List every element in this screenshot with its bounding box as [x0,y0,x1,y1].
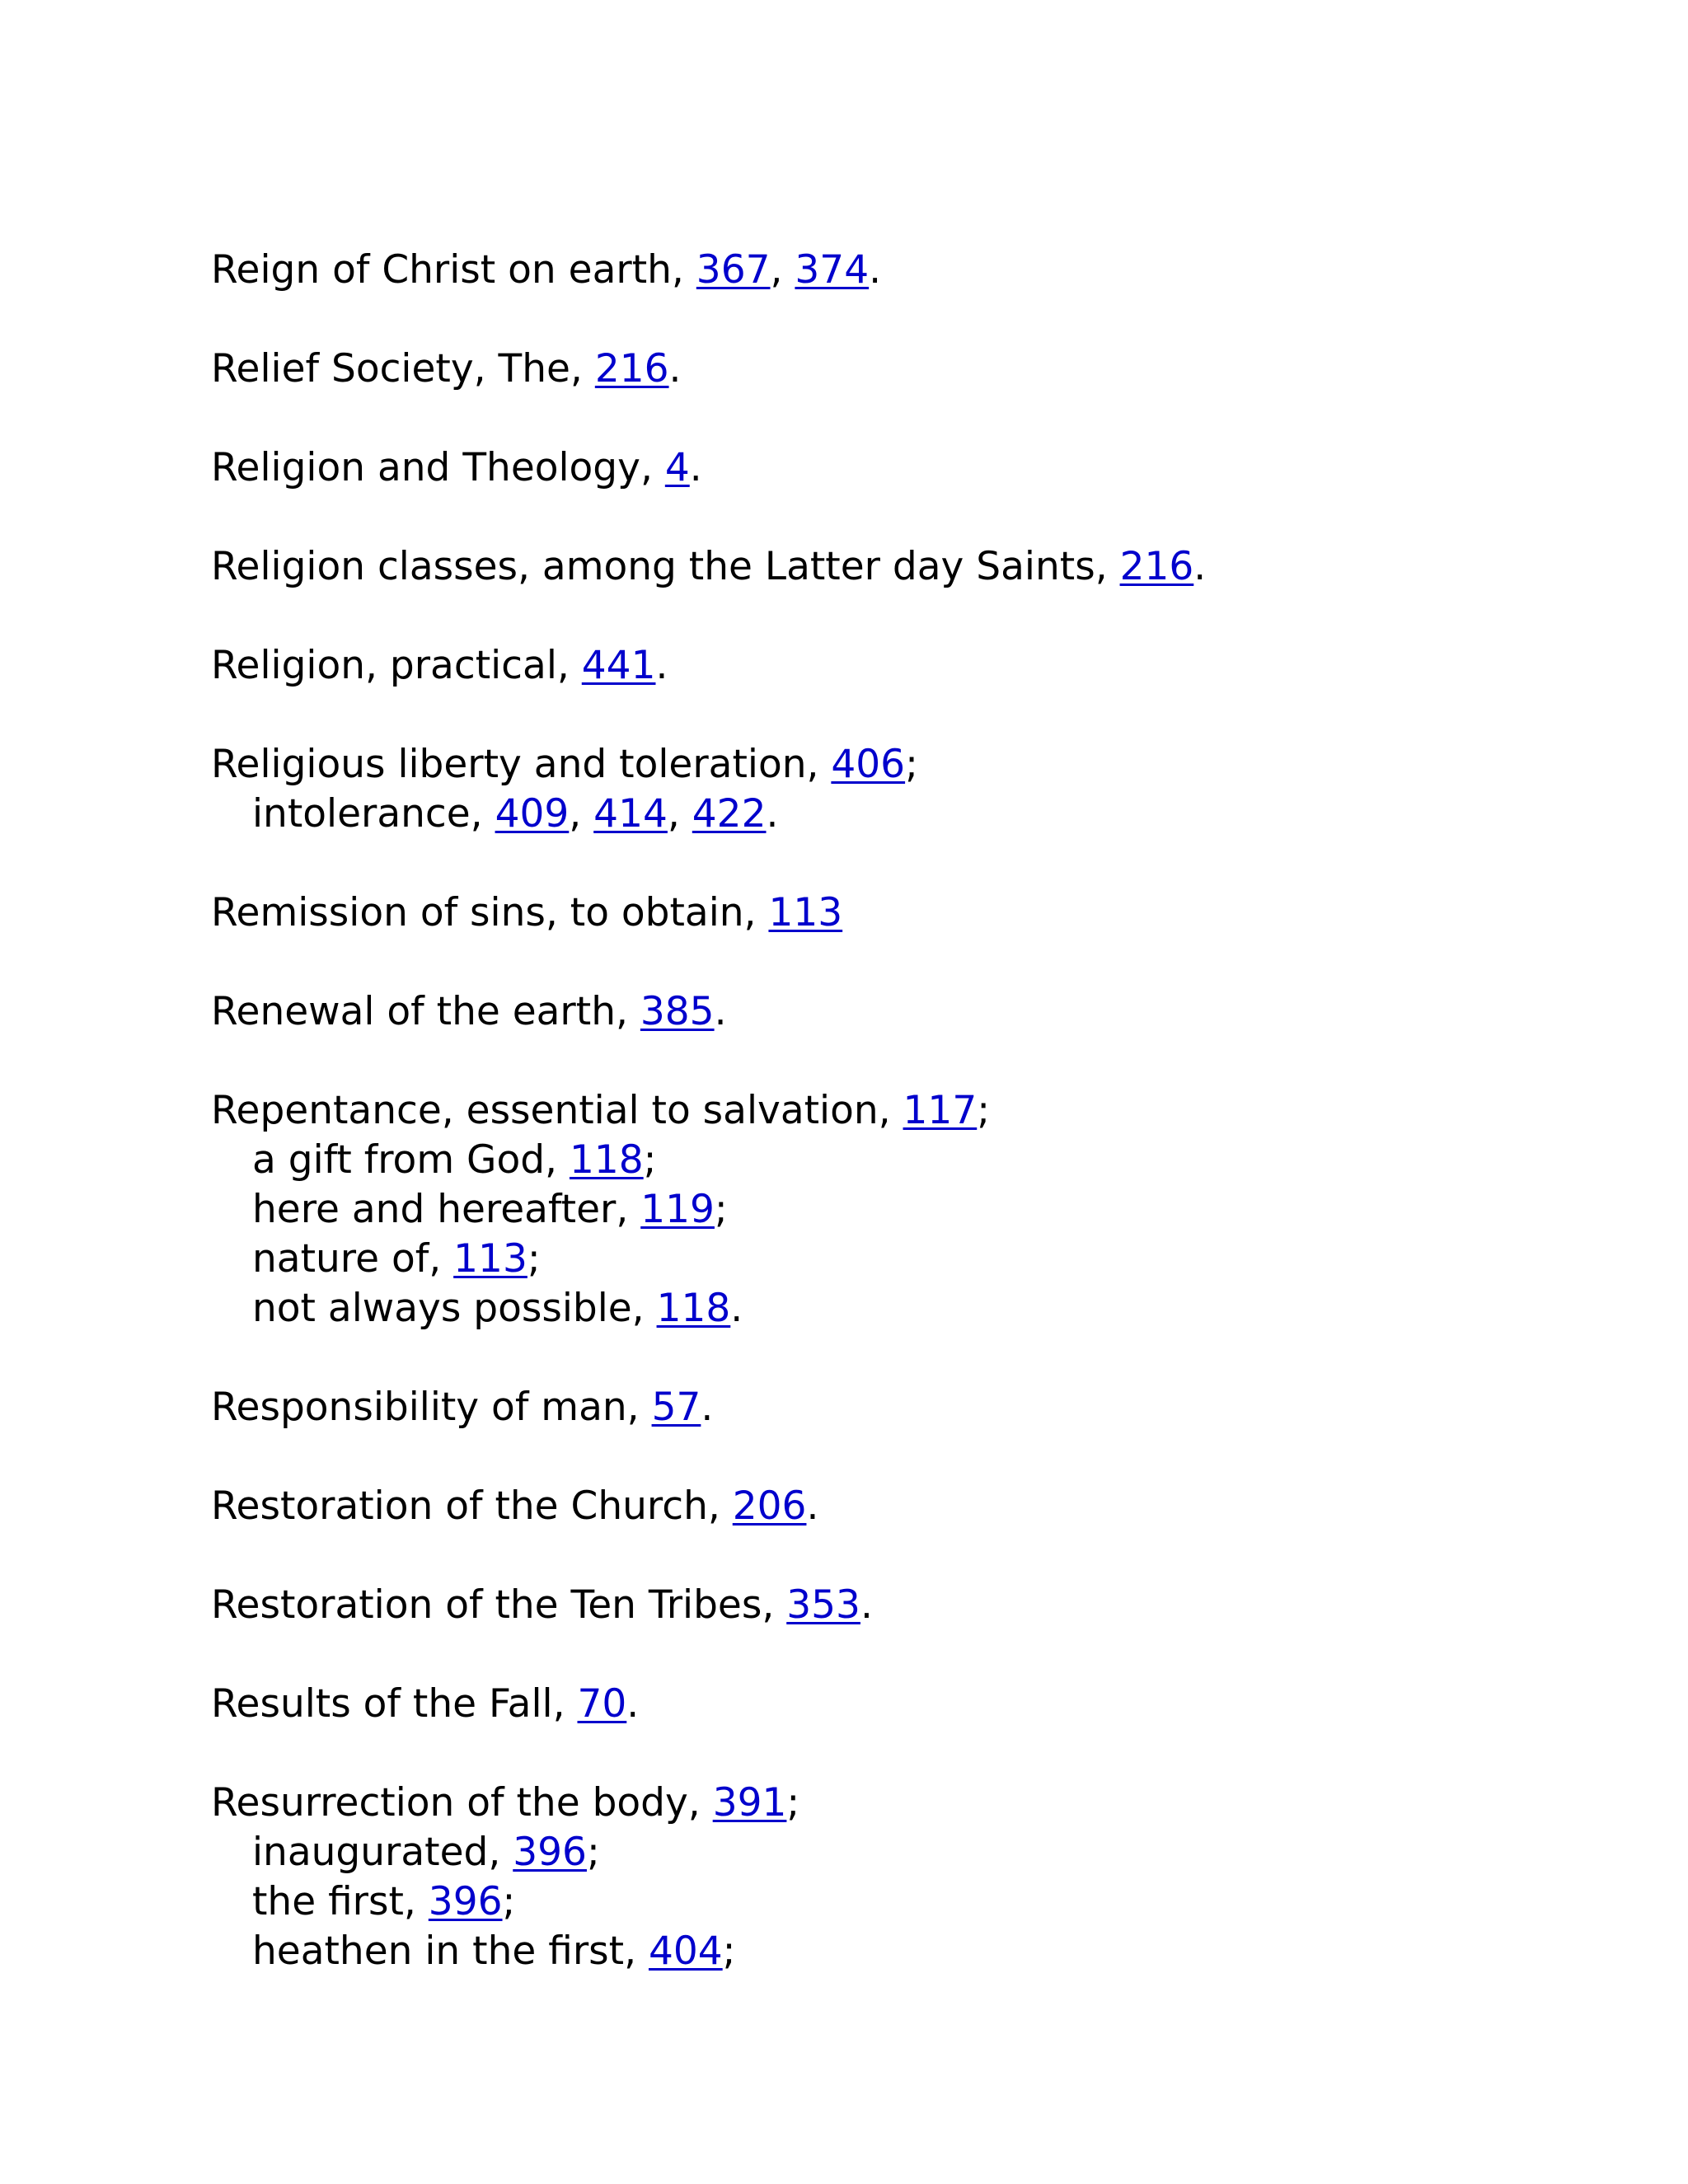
index-entry [211,1482,1612,1531]
entry-text: Religious liberty and toleration, [211,742,832,787]
entry-text: intolerance, [252,791,495,837]
index-entry [211,1383,1612,1432]
page-ref-link[interactable]: 385 [640,989,715,1034]
entry-punctuation: . [701,1385,714,1430]
page-ref-link[interactable]: 4 [664,445,690,490]
page-ref-link[interactable]: 216 [1119,544,1194,589]
index-entry [211,888,1612,938]
index-heading [211,542,1612,592]
page-ref-link[interactable]: 119 [640,1187,715,1232]
page-ref-link[interactable]: 414 [593,791,668,837]
entry-punctuation: . [1193,544,1207,589]
entry-punctuation: ; [502,1879,516,1924]
index-heading [211,1383,1612,1432]
entry-text: heathen in the first, [252,1929,649,1974]
index-subentry [211,1927,1612,1976]
entry-punctuation: ; [527,1236,541,1282]
page-ref-link[interactable]: 113 [768,890,843,935]
entry-punctuation: . [869,247,882,293]
index-entry [211,542,1612,592]
index-subentry [211,1877,1612,1927]
entry-punctuation: . [689,445,702,490]
page-ref-link[interactable]: 118 [656,1286,731,1331]
entry-text: Responsibility of man, [211,1385,652,1430]
page-ref-link[interactable]: 406 [831,742,906,787]
ref-separator: , [770,247,795,293]
index-heading [211,987,1612,1037]
entry-text: inaugurated, [252,1830,513,1875]
entry-text: not always possible, [252,1286,657,1331]
index-entry [211,987,1612,1037]
entry-punctuation: . [860,1582,873,1628]
index-entry [211,1086,1612,1333]
index-heading [211,1779,1612,1828]
entry-punctuation: ; [786,1780,800,1825]
entry-text: Religion classes, among the Latter day Saints, [211,544,1120,589]
index-heading [211,1581,1612,1630]
ref-separator: , [667,791,692,837]
page-ref-link[interactable]: 117 [903,1088,978,1133]
entry-punctuation: ; [722,1929,736,1974]
entry-punctuation: . [766,791,779,837]
index-heading [211,443,1612,493]
entry-text: Religion and Theology, [211,445,665,490]
index-subentry [211,1235,1612,1284]
page-ref-link[interactable]: 216 [594,346,669,391]
entry-text: nature of, [252,1236,454,1282]
page-ref-link[interactable]: 113 [453,1236,528,1282]
entry-text: Reign of Christ on earth, [211,247,696,293]
index-entry [211,1581,1612,1630]
entry-punctuation: . [668,346,682,391]
index-subentry [211,1284,1612,1333]
page-ref-link[interactable]: 353 [786,1582,860,1628]
entry-punctuation: . [626,1681,640,1727]
index-entry [211,443,1612,493]
entry-text: Remission of sins, to obtain, [211,890,769,935]
index-heading [211,740,1612,790]
index-heading [211,641,1612,691]
entry-text: Results of the Fall, [211,1681,578,1727]
entry-punctuation: ; [977,1088,991,1133]
entry-text: here and hereafter, [252,1187,641,1232]
entry-text: Restoration of the Church, [211,1483,733,1529]
index-subentry [211,1828,1612,1877]
index-subentry [211,1185,1612,1235]
entry-punctuation: ; [643,1137,657,1183]
page-ref-link[interactable]: 70 [577,1681,627,1727]
index-heading [211,1680,1612,1729]
page-ref-link[interactable]: 391 [712,1780,787,1825]
page-ref-link[interactable]: 409 [495,791,570,837]
entry-text: a gift from God, [252,1137,570,1183]
entry-text: Relief Society, The, [211,346,595,391]
page-ref-link[interactable]: 396 [513,1830,587,1875]
index-heading [211,344,1612,394]
entry-punctuation: ; [905,742,918,787]
entry-text: Repentance, essential to salvation, [211,1088,903,1133]
entry-punctuation: ; [586,1830,600,1875]
index-heading [211,888,1612,938]
page-ref-link[interactable]: 422 [692,791,767,837]
entry-text: Resurrection of the body, [211,1780,713,1825]
index-entry [211,740,1612,839]
page-ref-link[interactable]: 206 [732,1483,807,1529]
entry-text: Restoration of the Ten Tribes, [211,1582,787,1628]
page-ref-link[interactable]: 118 [569,1137,644,1183]
entry-text: the first, [252,1879,429,1924]
page-ref-link[interactable]: 404 [648,1929,723,1974]
page-ref-link[interactable]: 441 [581,643,656,688]
index-heading [211,1086,1612,1136]
index-list [211,246,1612,2026]
index-entry [211,641,1612,691]
index-heading [211,246,1612,295]
index-heading [211,1482,1612,1531]
index-entry [211,1779,1612,1976]
index-subentry [211,1136,1612,1185]
entry-text: Religion, practical, [211,643,582,688]
index-subentry [211,790,1612,839]
page-ref-link[interactable]: 367 [696,247,771,293]
entry-punctuation: . [655,643,668,688]
entry-punctuation: . [714,989,727,1034]
index-entry [211,246,1612,295]
entry-punctuation: . [806,1483,819,1529]
ref-separator: , [569,791,594,837]
page-ref-link[interactable]: 396 [428,1879,503,1924]
entry-punctuation: . [730,1286,743,1331]
index-entry [211,1680,1612,1729]
index-entry [211,344,1612,394]
page-ref-link[interactable]: 374 [795,247,870,293]
entry-text: Renewal of the earth, [211,989,640,1034]
entry-punctuation: ; [714,1187,728,1232]
page-ref-link[interactable]: 57 [651,1385,701,1430]
